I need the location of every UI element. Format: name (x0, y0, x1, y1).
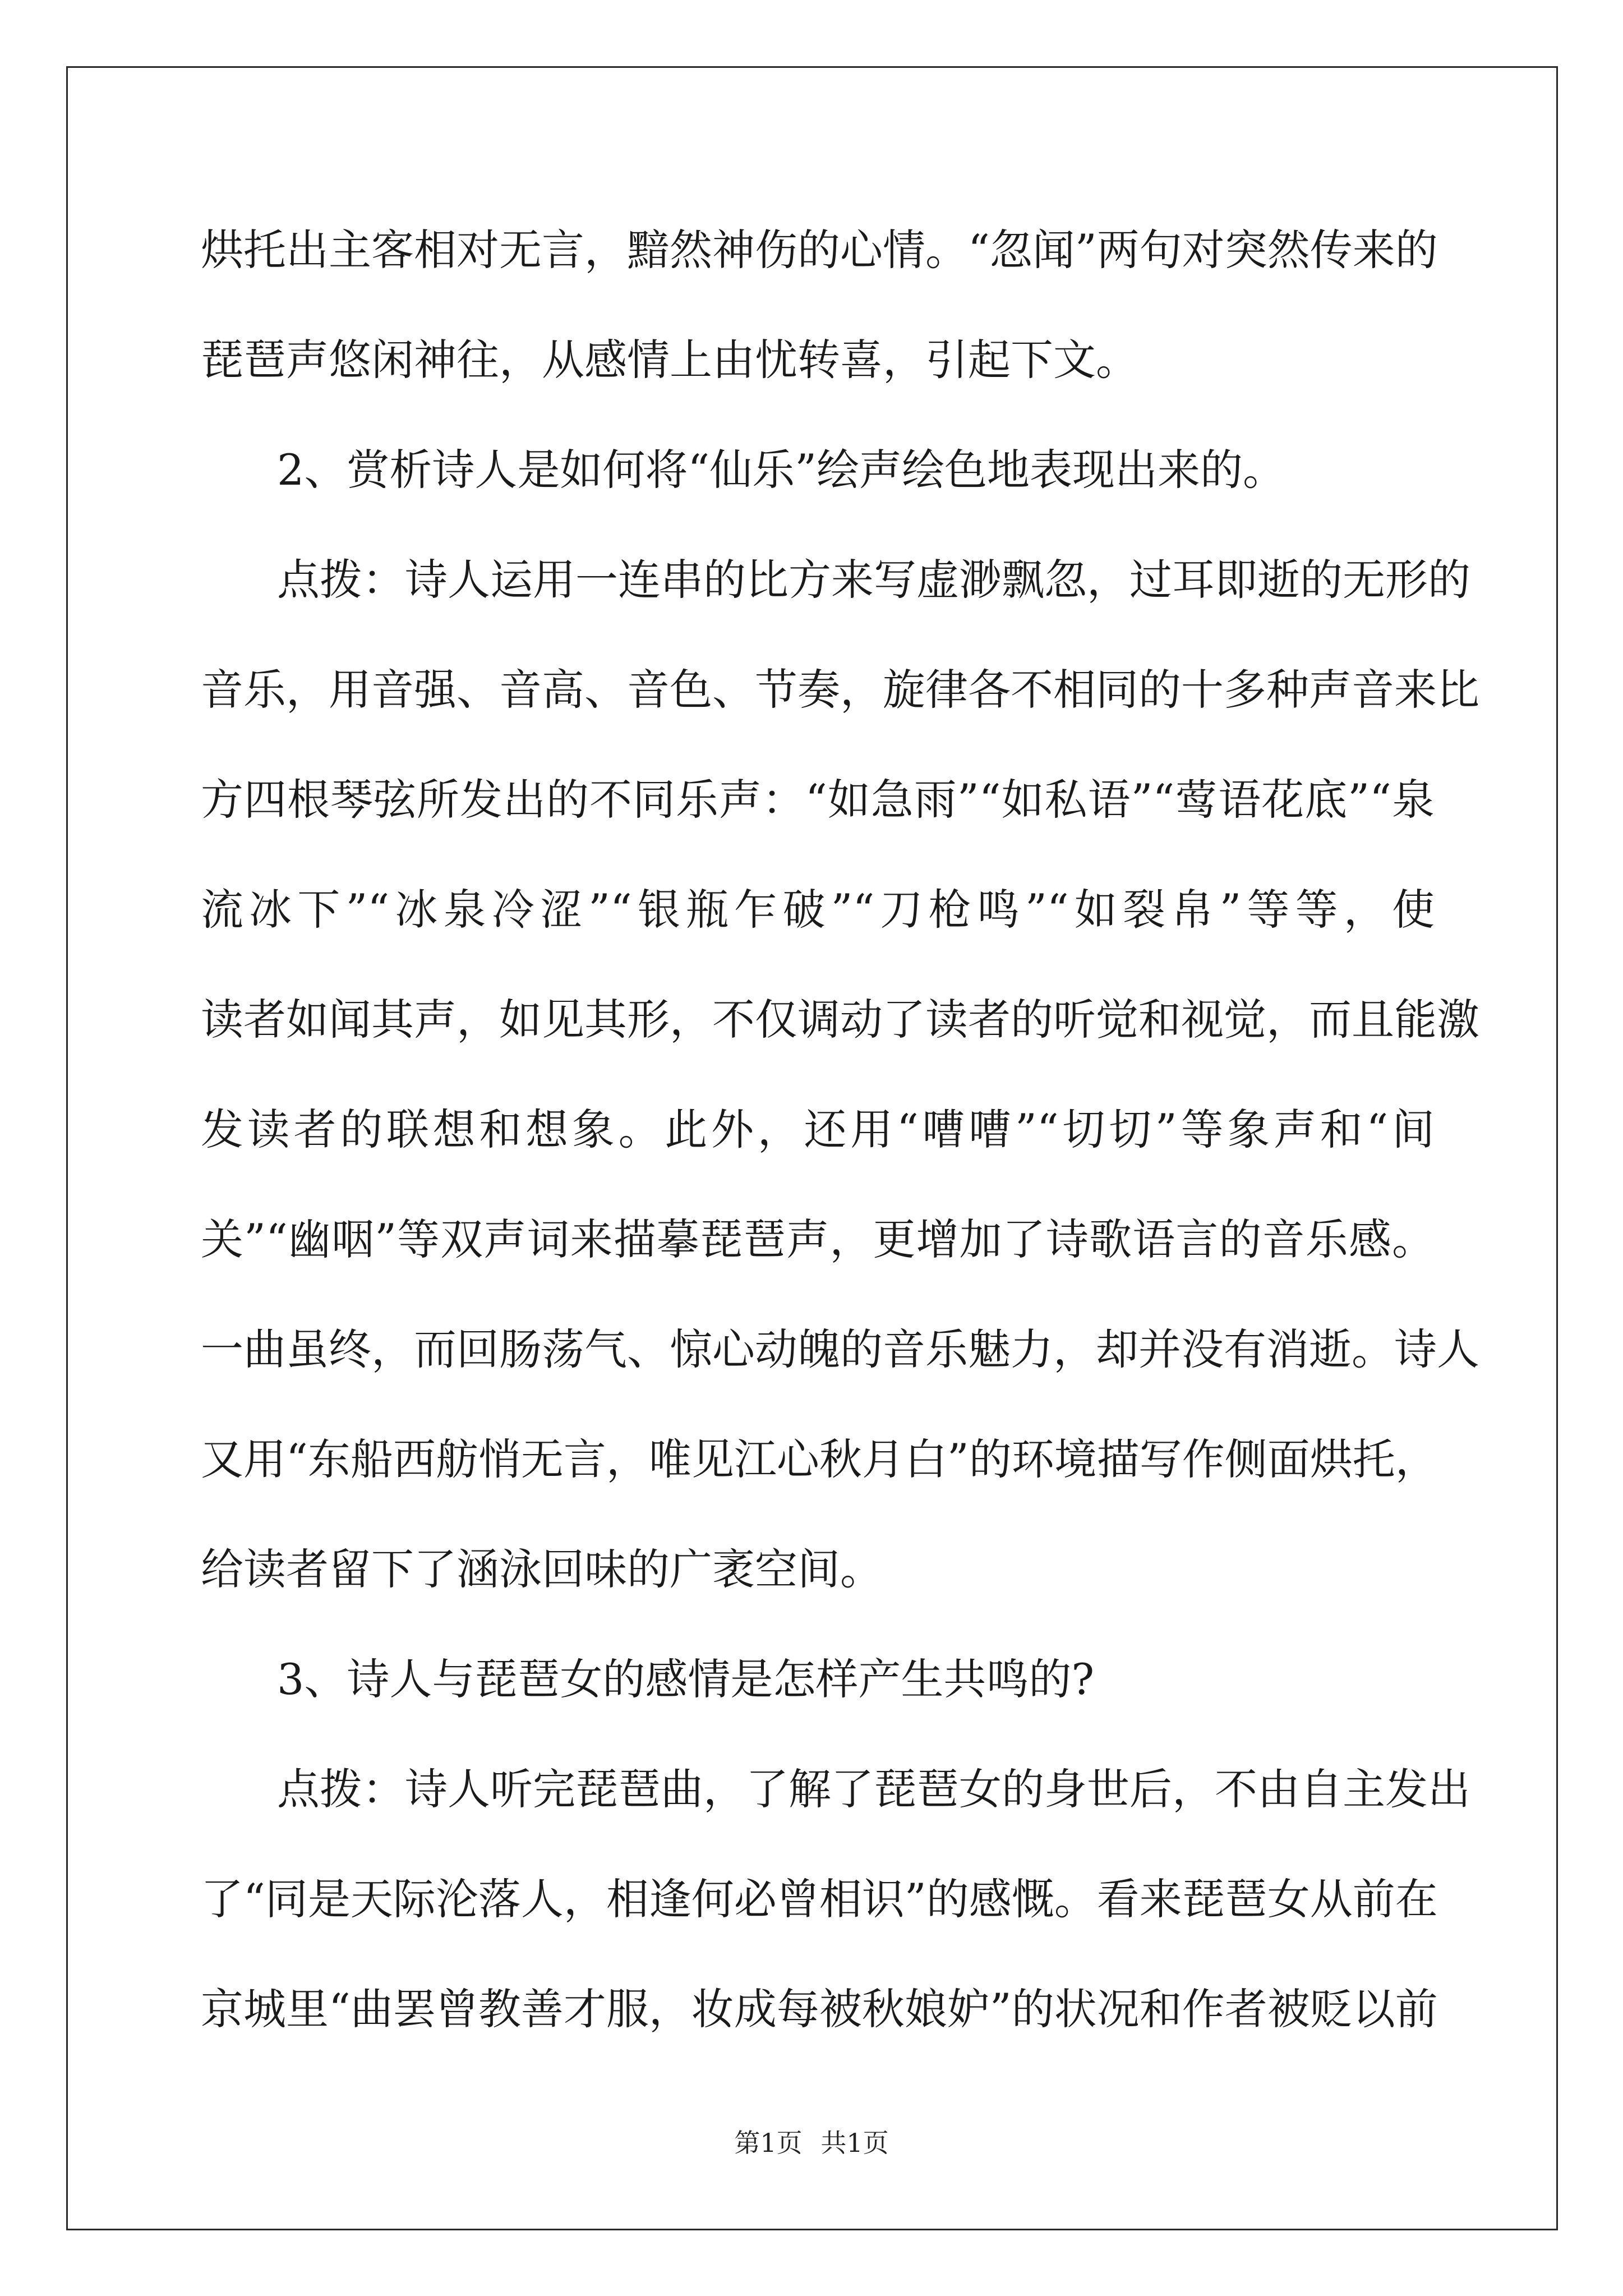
text-line: 给读者留下了涵泳回味的广袤空间。 (201, 1544, 883, 1594)
text-line: 点拨：诗人运用一连串的比方来写虚渺飘忽，过耳即逝的无形的 (277, 555, 1470, 605)
text-line: 京城里“曲罢曾教善才服，妆成每被秋娘妒”的状况和作者被贬以前 (201, 1984, 1438, 2034)
page-number: 第1页 (734, 2128, 803, 2158)
text-line: 琵琶声悠闲神往，从感情上由忧转喜，引起下文。 (201, 335, 1138, 385)
paragraph (201, 430, 1435, 540)
text-line: 一曲虽终，而回肠荡气、惊心动魄的音乐魅力，却并没有消逝。诗人 (201, 1324, 1479, 1374)
paragraph (201, 210, 1438, 430)
text-line: 关”“幽咽”等双声词来描摹琵琶声，更增加了诗歌语言的音乐感。 (201, 1214, 1435, 1264)
document-body (201, 210, 1479, 2079)
text-line: 流冰下”“冰泉冷涩”“银瓶乍破”“刀枪鸣”“如裂帛”等等，使 (201, 885, 1435, 935)
page-total: 共1页 (820, 2128, 889, 2158)
paragraph (201, 1640, 1435, 1750)
text-line: 了“同是天际沦落人，相逢何必曾相识”的感慨。看来琵琶女从前在 (201, 1874, 1438, 1924)
text-line: 方四根琴弦所发出的不同乐声：“如急雨”“如私语”“莺语花底”“泉 (201, 775, 1435, 825)
paragraph (201, 540, 1479, 1640)
page-footer (0, 2126, 1623, 2160)
text-line: 3、诗人与琵琶女的感情是怎样产生共鸣的? (277, 1654, 1095, 1704)
paragraph (201, 1750, 1470, 2079)
text-line: 烘托出主客相对无言，黯然神伤的心情。“忽闻”两句对突然传来的 (201, 225, 1438, 275)
text-line: 读者如闻其声，如见其形，不仅调动了读者的听觉和视觉，而且能激 (201, 995, 1479, 1045)
text-line: 又用“东船西舫悄无言，唯见江心秋月白”的环境描写作侧面烘托， (201, 1434, 1438, 1484)
text-line: 点拨：诗人听完琵琶曲，了解了琵琶女的身世后，不由自主发出 (277, 1764, 1470, 1814)
text-line: 2、赏析诗人是如何将“仙乐”绘声绘色地表现出来的。 (277, 445, 1286, 495)
text-line: 发读者的联想和想象。此外，还用“嘈嘈”“切切”等象声和“间 (201, 1105, 1435, 1154)
text-line: 音乐，用音强、音高、音色、节奏，旋律各不相同的十多种声音来比 (201, 665, 1479, 715)
